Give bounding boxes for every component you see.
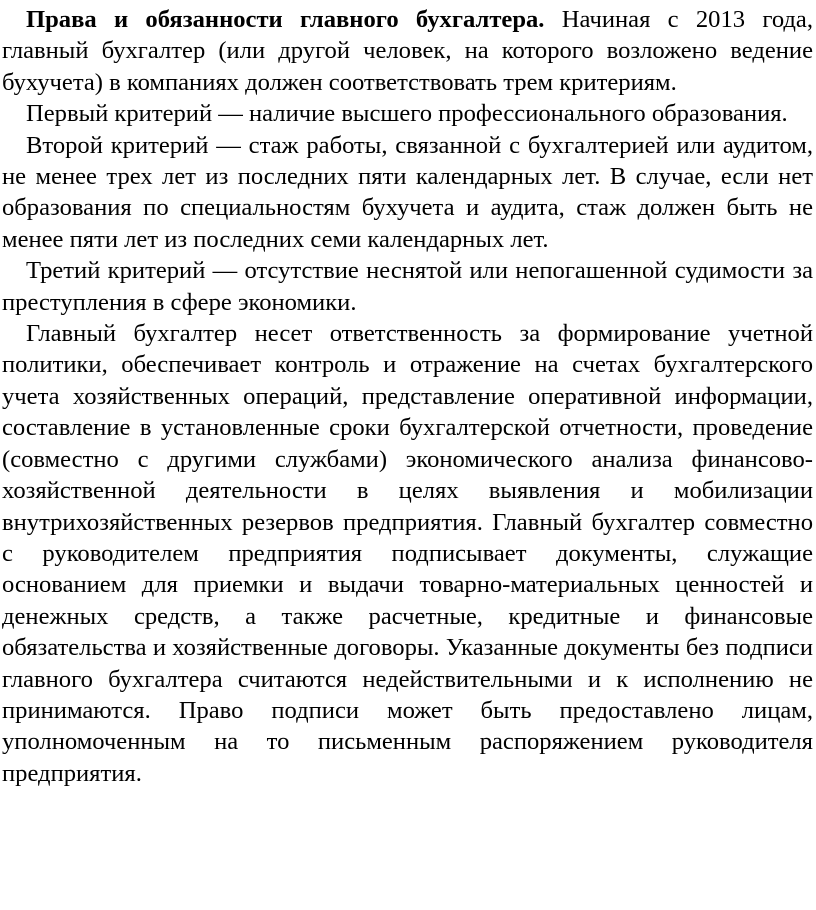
section-heading: Права и обязанности главного бухгалтера. — [26, 6, 545, 33]
paragraph-criterion-2: Второй критерий — стаж работы, связанной с бухгалтерией или аудитом, не менее трех лет из последних пяти календарных лет. В случае, если нет образования по специальностям бухучета и аудита, стаж должен быть не менее пяти лет из последних семи календарных лет. — [2, 131, 813, 253]
paragraph-criterion-1: Первый критерий — наличие высшего профессионального образования. — [26, 100, 788, 128]
paragraph-criterion-3: Третий критерий — отсутствие неснятой или непогашенной судимости за преступления в сфере экономики. — [2, 257, 813, 316]
paragraph-responsibilities: Главный бухгалтер несет ответственность за формирование учетной политики, обеспечивает контроль и отражение на счетах бухгалтерского учета хозяйственных операций, представление оперативной информации, составление в установленные сроки бухгалтерской отчетности, проведение (совместно с другими службами) экономического анализа финансово-хозяйственной деятельности в целях выявления и мобилизации внутрихозяйственных резервов предприятия. Главный бухгалтер совместно с руководителем предприятия подписывает документы, служащие основанием для приемки и выдачи товарно-материальных ценностей и денежных средств, а также расчетные, кредитные и финансовые обязательства и хозяйственные договоры. Указанные документы без подписи главного бухгалтера считаются недействительными и к исполнению не принимаются. Право подписи может быть предоставлено лицам, уполномоченным на то письменным распоряжением руководителя предприятия. — [2, 320, 813, 787]
intro-text: Начиная с 2013 года, главный бухгалтер (или другой человек, на которого возложено ведение бухучета) в компаниях должен соответствовать трем критериям. — [2, 6, 813, 96]
intro-paragraph — [2, 4, 813, 98]
